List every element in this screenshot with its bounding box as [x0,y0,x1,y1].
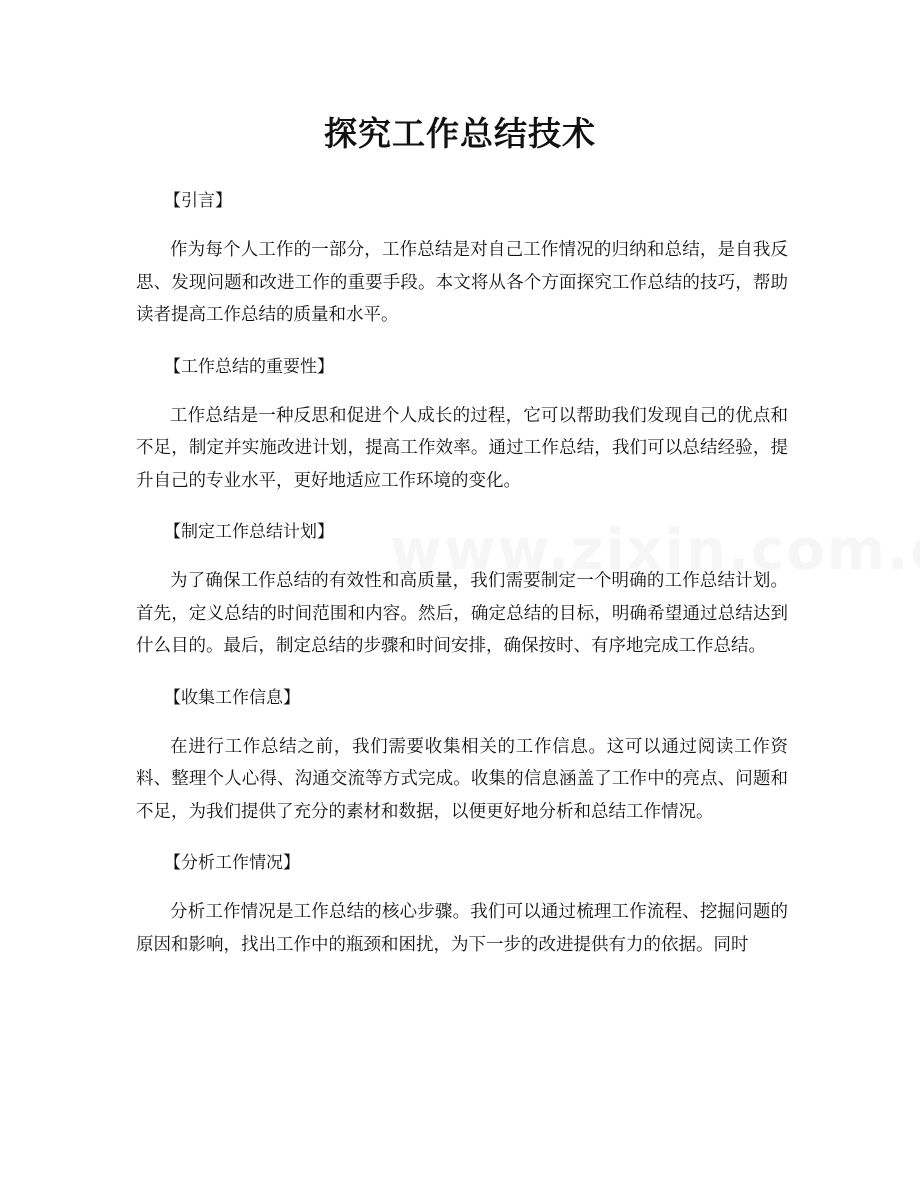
section-heading-importance: 【工作总结的重要性】 [164,356,334,377]
page-title: 探究工作总结技术 [324,114,596,153]
section-paragraph-analyze: 分析工作情况是工作总结的核心步骤。我们可以通过梳理工作流程、挖掘问题的原因和影响，找出工作中的瓶颈和困扰，为下一步的改进提供有力的依据。同时 [136,902,788,955]
section-paragraph-plan: 为了确保工作总结的有效性和高质量，我们需要制定一个明确的工作总结计划。首先，定义总结的时间范围和内容。然后，确定总结的目标，明确希望通过总结达到什么目的。最后，制定总结的步骤和时间安排，确保按时、有序地完成工作总结。 [136,571,788,656]
section-heading-plan: 【制定工作总结计划】 [164,522,334,542]
section-paragraph-collect: 在进行工作总结之前，我们需要收集相关的工作信息。这可以通过阅读工作资料、整理个人心得、沟通交流等方式完成。收集的信息涵盖了工作中的亮点、问题和不足，为我们提供了充分的素材和数据，以便更好地分析和总结工作情况。 [136,736,788,822]
section-heading-collect: 【收集工作信息】 [164,687,300,708]
section-heading-intro: 【引言】 [164,191,232,211]
section-paragraph-importance: 工作总结是一种反思和促进个人成长的过程，它可以帮助我们发现自己的优点和不足，制定并实施改进计划，提高工作效率。通过工作总结，我们可以总结经验，提升自己的专业水平，更好地适应工作环境的变化。 [136,405,788,491]
section-heading-analyze: 【分析工作情况】 [164,853,300,873]
section-paragraph-intro: 作为每个人工作的一部分，工作总结是对自己工作情况的归纳和总结，是自我反思、发现问题和改进工作的重要手段。本文将从各个方面探究工作总结的技巧，帮助读者提高工作总结的质量和水平。 [136,240,788,325]
document-body [136,186,788,981]
